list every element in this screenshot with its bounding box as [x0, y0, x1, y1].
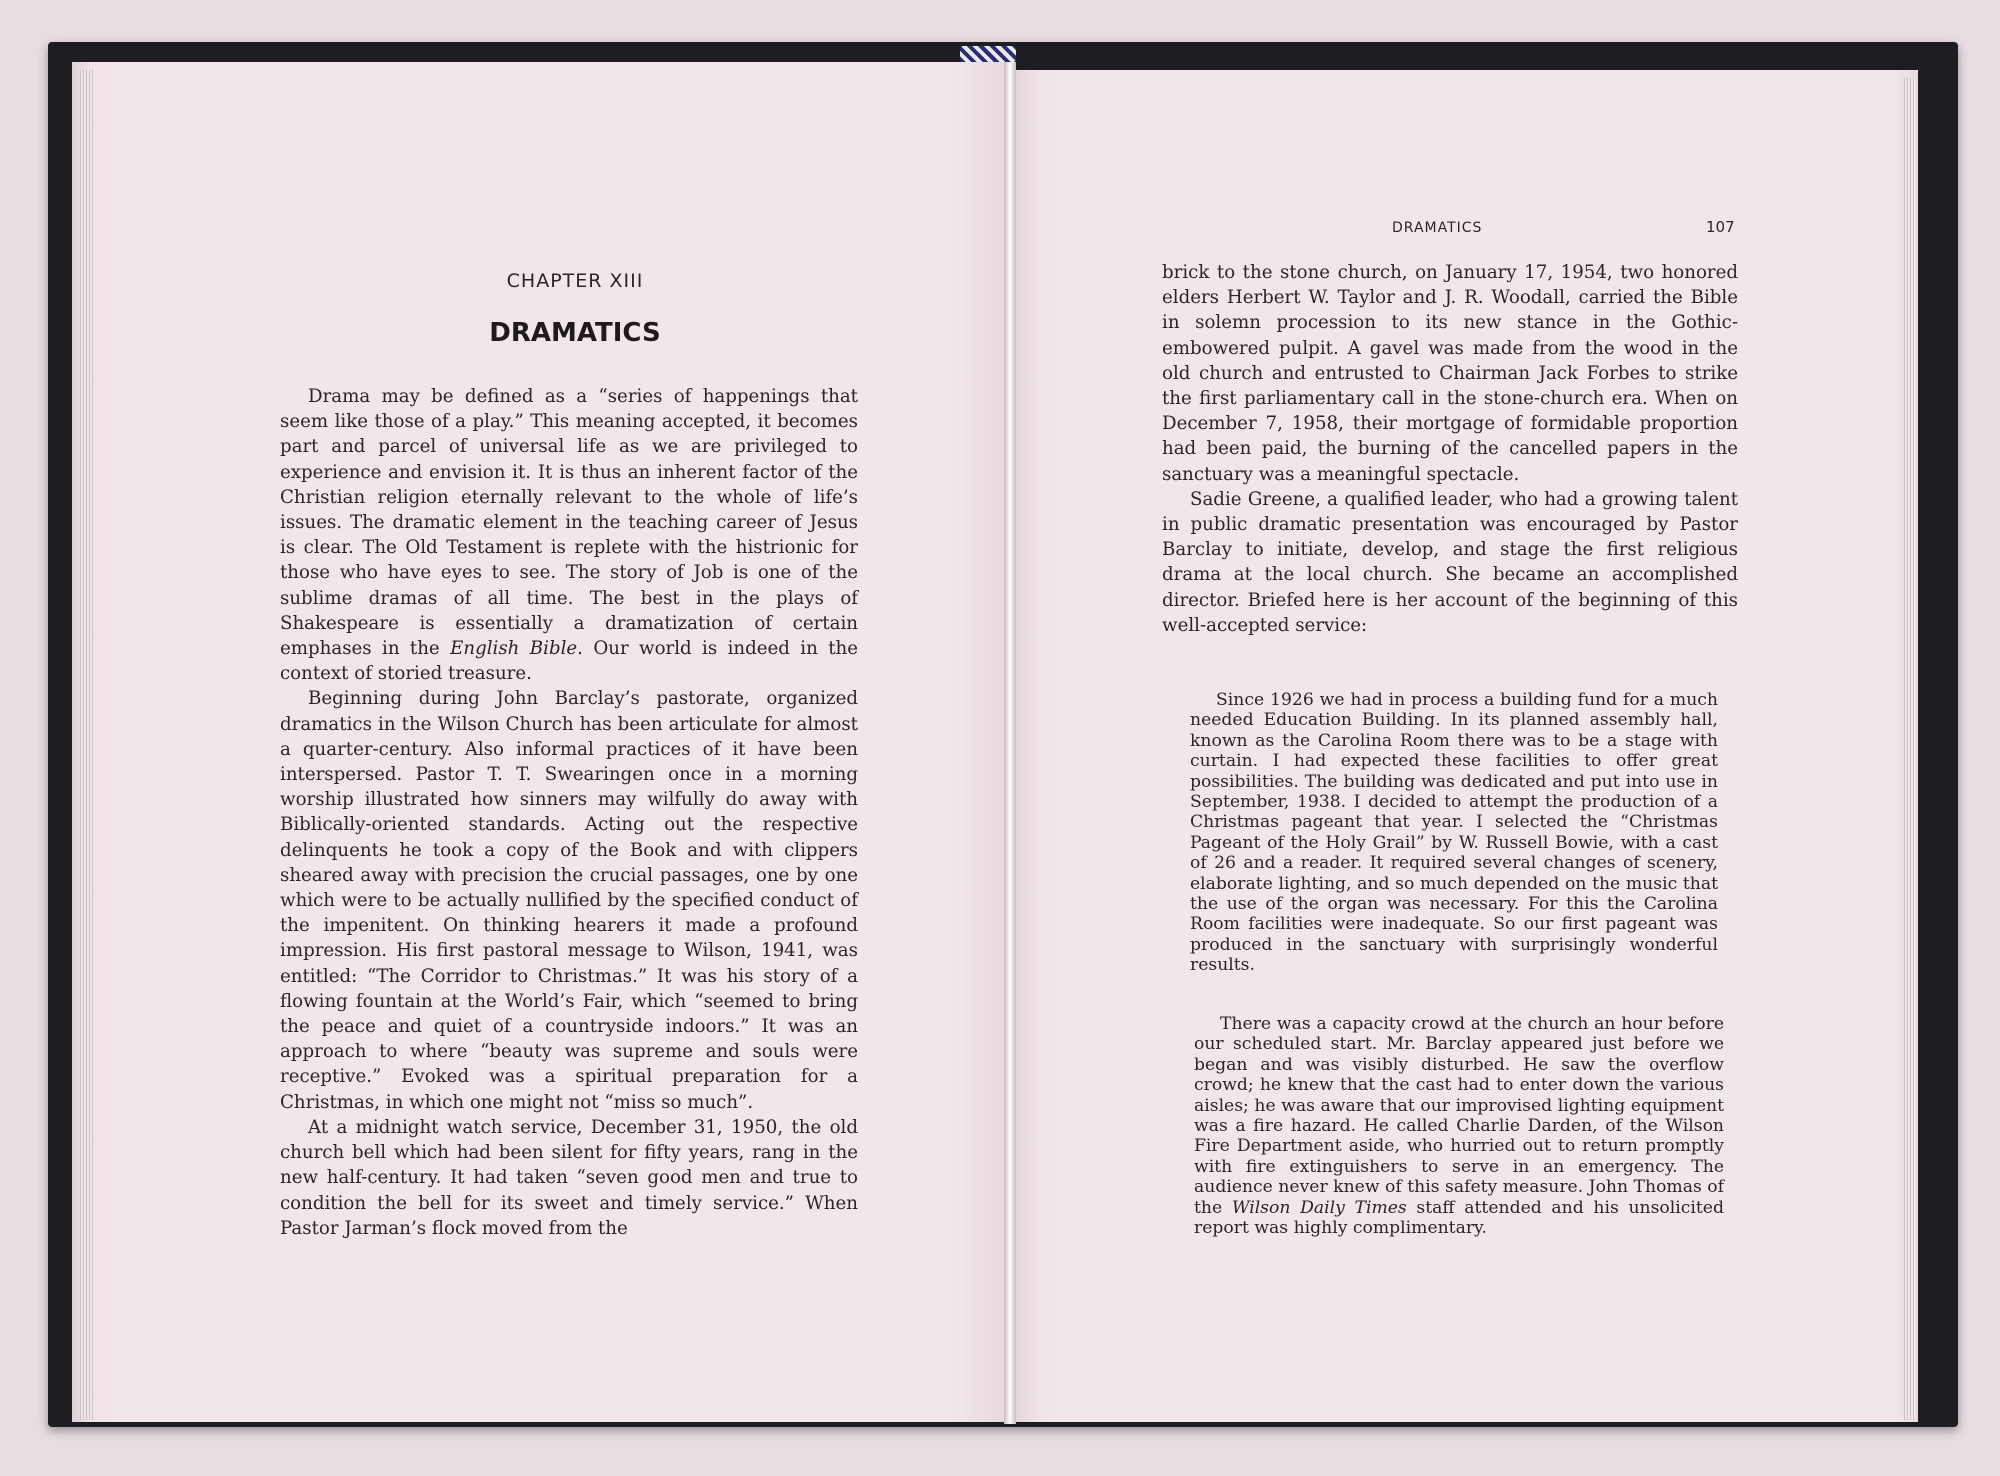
left-page-edges [80, 70, 94, 1420]
quote-paragraph: There was a capacity crowd at the church an hour before our scheduled start. Mr. Barclay appeared just before we began and was visibly disturbed. He saw the overflow crowd; he knew that the cast had to enter down the various aisles; he was aware that our improvised lighting equipment was a fire hazard. He called Charlie Darden, of the Wilson Fire Department aside, who hurried out to return promptly with fire extinguishers to serve in an emergency. The audience never knew of this safety measure. John Thomas of the Wilson Daily Times staff attended and his unsolicited report was highly complimentary. [1194, 1014, 1724, 1239]
paragraph: Sadie Greene, a qualified leader, who had a growing talent in public dramatic presentation was encouraged by Pastor Barclay to initiate, develop, and stage the first religious drama at the local church. She became an accomplished director. Briefed here is her account of the beginning of this well-accepted service: [1162, 488, 1738, 636]
chapter-label: CHAPTER XIII [506, 270, 644, 292]
paragraph: At a midnight watch service, December 31, 1950, the old church bell which had been silent for fifty years, rang in the new half-century. It had taken “seven good men and true to condition the bell for its sweet and timely service.” When Pastor Jarman’s flock moved from the [280, 1116, 858, 1239]
quote-paragraph: Since 1926 we had in process a building fund for a much needed Education Building. In its planned assembly hall, known as the Carolina Room there was to be a stage with curtain. I had expected these facilities to offer great possibilities. The building was dedicated and put into use in September, 1938. I decided to attempt the production of a Christmas pageant that year. I selected the “Christmas Pageant of the Holy Grail” by W. Russell Bowie, with a cast of 26 and a reader. It required several changes of scenery, elaborate lighting, and so much depended on the music that the use of the organ was necessary. For this the Carolina Room facilities were inadequate. So our first pageant was produced in the sanctuary with surprisingly wonderful results. [1190, 690, 1718, 976]
paragraph: brick to the stone church, on January 17, 1954, two honored elders Herbert W. Taylor and J. R. Woodall, carried the Bible in solemn procession to its new stance in the Gothic-embowered pulpit. A gavel was made from the wood in the old church and entrusted to Chairman Jack Forbes to strike the first parliamentary call in the stone-church era. When on December 7, 1958, their mortgage of formidable proportion had been paid, the burning of the cancelled papers in the sanctuary was a meaningful spectacle. [1162, 262, 1738, 485]
right-page-edges [1904, 78, 1916, 1420]
book-gutter [1004, 62, 1016, 1424]
block-quote-1 [1190, 690, 1718, 976]
page-number: 107 [1706, 218, 1735, 236]
paragraph: Beginning during John Barclay’s pastorate, organized dramatics in the Wilson Church has been articulate for almost a quarter-century. Also informal practices of it have been interspersed. Pastor T. T. Swearingen once in a morning worship illustrated how sinners may wilfully do away with Biblically-oriented standards. Acting out the respective delinquents he took a copy of the Book and with clippers sheared away with precision the crucial passages, one by one which were to be actually nullified by the specified conduct of the impenitent. On thinking hearers it made a profound impression. His first pastoral message to Wilson, 1941, was entitled: “The Corridor to Christmas.” It was his story of a flowing fountain at the World’s Fair, which “seemed to bring the peace and quiet of a countryside indoors.” It was an approach to where “beauty was supreme and souls were receptive.” Evoked was a spiritual preparation for a Christmas, in which one might not “miss so much”. [280, 688, 858, 1113]
running-head: DRAMATICS [1392, 220, 1483, 236]
paragraph: Drama may be defined as a “series of happenings that seem like those of a play.” This meaning accepted, it becomes part and parcel of universal life as we are privileged to experience and envision it. It is thus an inherent factor of the Christian religion eternally relevant to the whole of life’s issues. The dramatic element in the teaching career of Jesus is clear. The Old Testament is replete with the histrionic for those who have eyes to see. The story of Job is one of the sublime dramas of all time. The best in the plays of Shakespeare is essentially a dramatization of certain emphases in the English Bible. Our world is indeed in the context of storied treasure. [280, 386, 858, 685]
right-page-body [1162, 260, 1738, 638]
chapter-title: DRAMATICS [489, 318, 661, 348]
block-quote-2 [1194, 1014, 1724, 1238]
book-headband [960, 46, 1016, 62]
left-page-body [280, 384, 858, 1241]
